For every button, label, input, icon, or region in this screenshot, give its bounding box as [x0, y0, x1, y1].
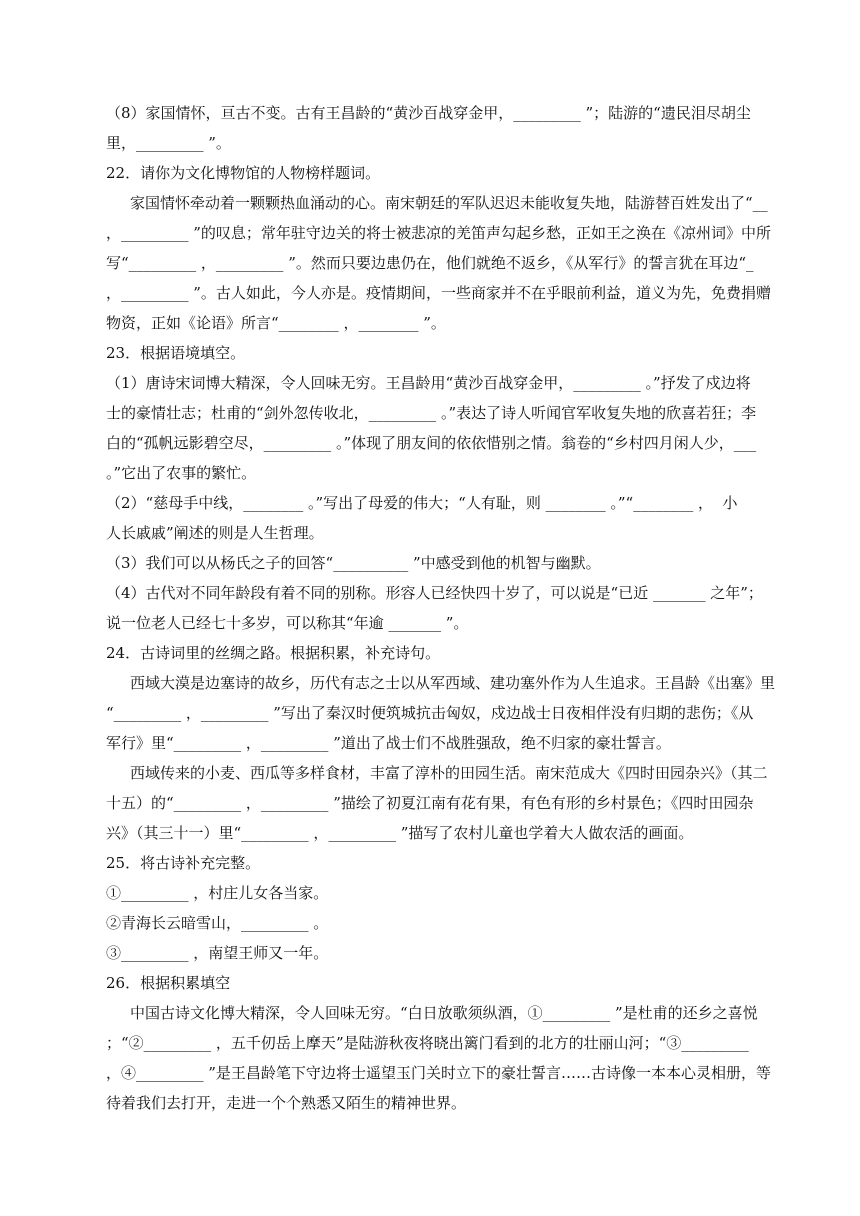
q22-text-line4: ，_________ ”。古人如此，今人亦是。疫情期间，一些商家并不在乎眼前利益，道义为先，免费捐赠: [106, 284, 771, 302]
q22-text-line1: 家国情怀牵动着一颗颗热血涌动的心。南宋朝廷的军队迟迟未能收复失地，陆游替百姓发出了“__: [130, 194, 768, 212]
q22-text-line3: 写“_________ ，_________ ”。然而只要边患仍在，他们就绝不返乡，《从军行》的誓言犹在耳边“_: [106, 254, 754, 272]
q26-text-line2: ；“②_________ ，五千仞岳上摩天”是陆游秋夜将晓出篱门看到的北方的壮丽山河；“③_________: [106, 1034, 749, 1052]
q23-item1-line2: 士的豪情壮志；杜甫的“剑外忽传收北，_________ 。”表达了诗人听闻官军收复失地的欣喜若狂；李: [106, 404, 757, 422]
q21-item8-line2: 里，_________ ”。: [106, 134, 231, 152]
q22-text-line2: ，_________ ”的叹息；常年驻守边关的将士被悲凉的羌笛声勾起乡愁，正如王之涣在《凉州词》中所: [106, 224, 771, 242]
q24-para2-line1: 西域传来的小麦、西瓜等多样食材，丰富了淳朴的田园生活。南宋范成大《四时田园杂兴》（其二: [130, 764, 768, 782]
q23-item3: （3）我们可以从杨氏之子的回答“__________ ”中感受到他的机智与幽默。: [106, 554, 601, 572]
q24-para2-line2: 十五）的“_________ ，_________ ”描绘了初夏江南有花有果，有色有形的乡村景色；《四时田园杂: [106, 794, 754, 812]
q26-heading: 26．根据积累填空: [106, 974, 231, 992]
q24-para1-line2: “_________ ，_________ ”写出了秦汉时便筑城抗击匈奴，戍边战士日夜相伴没有归期的悲伤；《从: [106, 704, 754, 722]
q22-text-line5: 物资，正如《论语》所言“________ ，________ ”。: [106, 314, 446, 332]
q26-text-line3: ，④_________ ”是王昌龄笔下守边将士遥望玉门关时立下的豪壮誓言……古诗像一本本心灵相册，等: [106, 1064, 771, 1082]
q23-item1-line3: 白的“孤帆远影碧空尽，_________ 。”体现了朋友间的依依惜别之情。翁卷的“乡村四月闲人少，___: [106, 434, 757, 452]
q24-heading: 24．古诗词里的丝绸之路。根据积累，补充诗句。: [106, 644, 441, 662]
q24-para1-line3: 军行》里“_________ ，_________ ”道出了战士们不战胜强敌，绝不归家的豪壮誓言。: [106, 734, 671, 752]
q23-heading: 23．根据语境填空。: [106, 344, 246, 362]
q24-para2-line3: 兴》（其三十一）里“_________ ，_________ ”描写了农村儿童也学着大人做农活的画面。: [106, 824, 694, 842]
q26-text-line4: 待着我们去打开，走进一个个熟悉又陌生的精神世界。: [106, 1094, 467, 1112]
q26-text-line1: 中国古诗文化博大精深，令人回味无穷。“白日放歌须纵酒，①_________ ”是杜甫的还乡之喜悦: [130, 1004, 758, 1022]
q25-item2: ②青海长云暗雪山，_________ 。: [106, 914, 329, 932]
q23-item4-line1: （4）古代对不同年龄段有着不同的别称。形容人已经快四十岁了，可以说是“已近 _______ 之年”；: [106, 584, 763, 602]
q25-item1: ①_________ ，村庄儿女各当家。: [106, 884, 329, 902]
q23-item1-line1: （1）唐诗宋词博大精深，令人回味无穷。王昌龄用“黄沙百战穿金甲，_________ 。”抒发了戍边将: [106, 374, 751, 392]
q23-item2-line1: （2）“慈母手中线，________ 。”写出了母爱的伟大；“人有耻，则 ________ 。”“________ ， 小: [106, 494, 738, 512]
q24-para1-line1: 西域大漠是边塞诗的故乡，历代有志之士以从军西域、建功塞外作为人生追求。王昌龄《出塞》里: [130, 674, 776, 692]
q22-heading: 22．请你为文化博物馆的人物榜样题词。: [106, 164, 381, 182]
q21-item8-line1: （8）家国情怀，亘古不变。古有王昌龄的“黄沙百战穿金甲，_________ ”；陆游的“遗民泪尽胡尘: [106, 104, 751, 122]
q23-item4-line2: 说一位老人已经七十多岁，可以称其“年逾 _______ ”。: [106, 614, 469, 632]
q23-item2-line2: 人长戚戚”阐述的则是人生哲理。: [106, 524, 324, 542]
q25-item3: ③_________ ，南望王师又一年。: [106, 944, 329, 962]
q23-item1-line4: 。”它出了农事的繁忙。: [106, 464, 257, 482]
q25-heading: 25．将古诗补充完整。: [106, 854, 261, 872]
